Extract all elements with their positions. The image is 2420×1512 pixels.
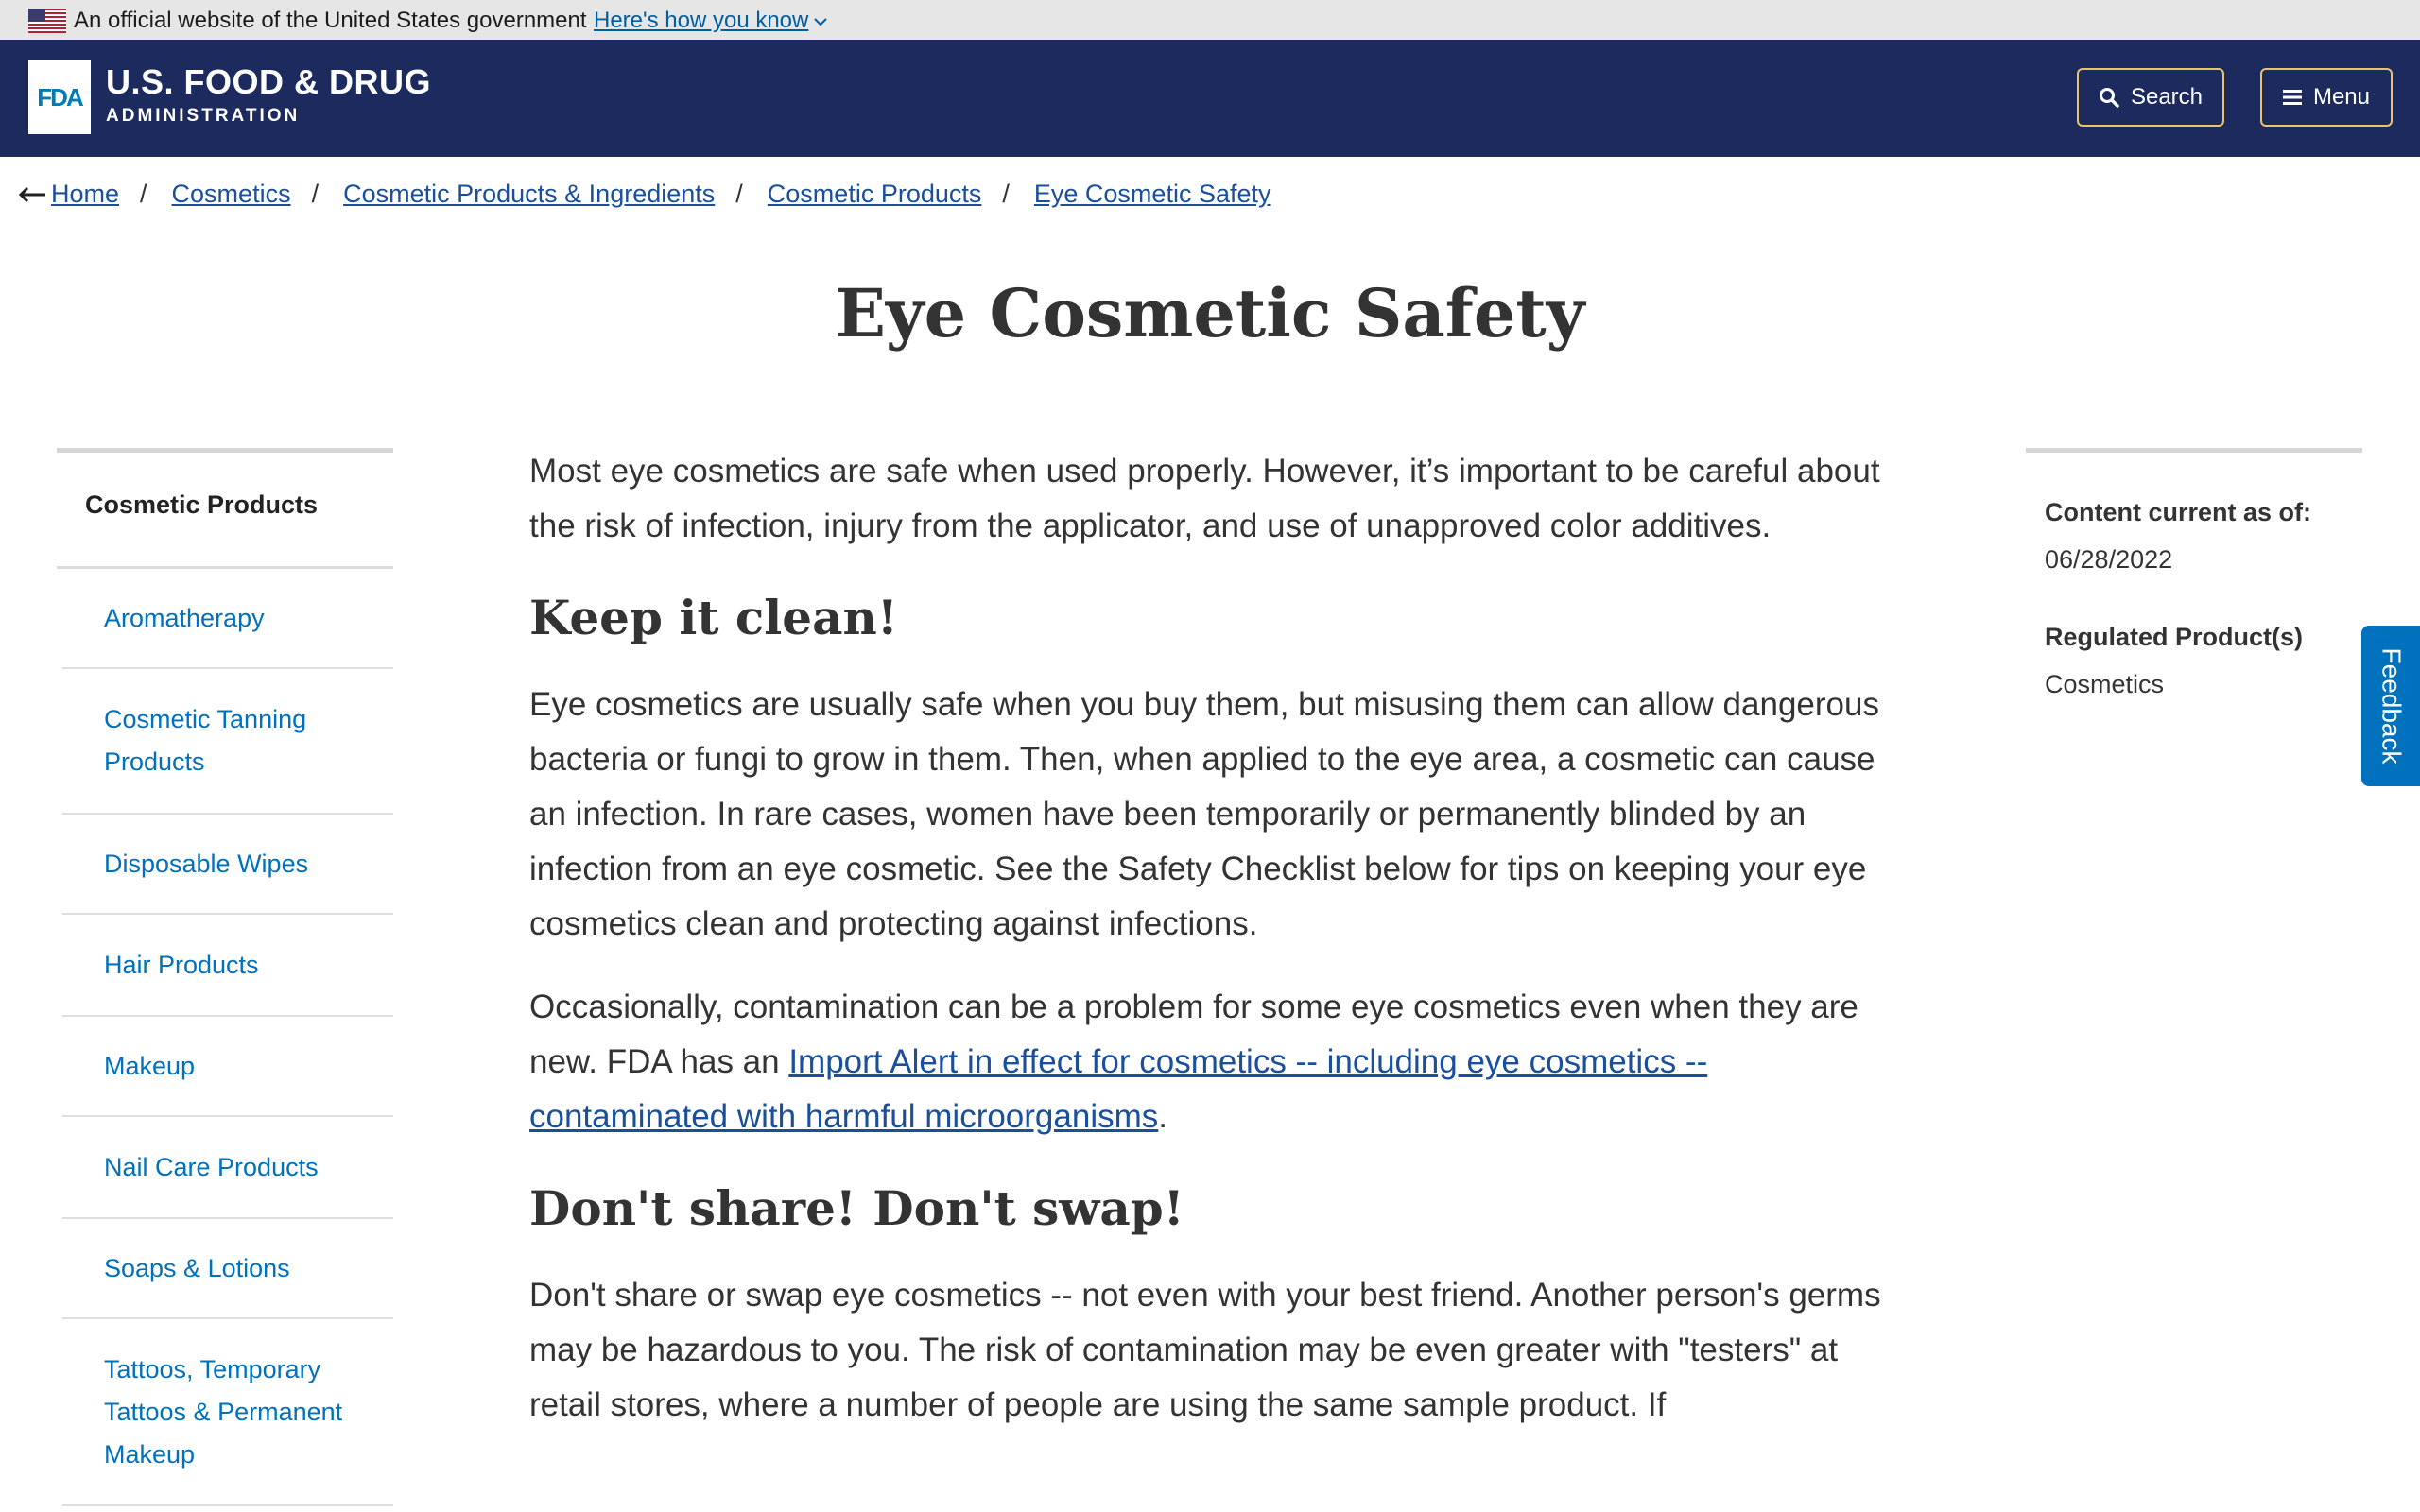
search-button-label: Search [2130, 84, 2204, 110]
keep-clean-paragraph: Eye cosmetics are usually safe when you buy them, but misusing them can allow dangerous bacteria or fungi to grow in them. Then, when applied to the eye area, a cosmetic can cause an infection. In rare cases, women have been temporarily or permanently blinded by an infection from an eye cosmetic. See the Safety Checklist below for tips on keeping your eye cosmetics clean and protecting against infections. [529, 686, 1879, 942]
search-icon [2099, 87, 2119, 108]
breadcrumb-separator: / [1002, 180, 1010, 208]
feedback-label: Feedback [2377, 647, 2406, 765]
main-content [529, 444, 1900, 1433]
content-meta [2026, 448, 2362, 698]
fda-logo[interactable] [28, 60, 91, 134]
site-header [0, 40, 2420, 157]
logo-title[interactable]: U.S. FOOD & DRUG [106, 62, 432, 101]
hamburger-icon [2283, 89, 2302, 106]
fda-logo-mark: FDA [37, 82, 82, 112]
chevron-down-icon [814, 17, 827, 26]
breadcrumb-eye-cosmetic-safety[interactable]: Eye Cosmetic Safety [1033, 180, 1271, 208]
us-flag-icon [28, 9, 66, 33]
menu-button[interactable] [2260, 68, 2393, 127]
sidebar-item-disposable-wipes[interactable]: Disposable Wipes [62, 815, 393, 915]
sidebar-item-cosmetic-tanning-products[interactable]: Cosmetic Tanning Products [62, 669, 393, 815]
regulated-products-label: Regulated Product(s) [2045, 623, 2304, 651]
regulated-products-value: Cosmetics [2045, 670, 2165, 698]
gov-banner [0, 0, 2420, 40]
section-heading-dont-share: Don't share! Don't swap! [529, 1180, 1184, 1236]
intro-paragraph: Most eye cosmetics are safe when used properly. However, it’s important to be careful about the risk of infection, injury from the applicator, and use of unapproved color additives. [529, 453, 1880, 544]
sidebar-item-soaps-lotions[interactable]: Soaps & Lotions [62, 1219, 393, 1319]
breadcrumb-cosmetic-products[interactable]: Cosmetic Products [767, 180, 982, 208]
breadcrumb-separator: / [311, 180, 320, 208]
feedback-tab[interactable] [2361, 626, 2420, 786]
breadcrumb-separator: / [735, 180, 743, 208]
search-button[interactable] [2077, 68, 2224, 127]
contamination-paragraph [529, 980, 1900, 1144]
back-arrow-icon [19, 185, 47, 204]
breadcrumb-separator: / [140, 180, 147, 208]
sidebar-item-aromatherapy[interactable]: Aromatherapy [62, 569, 393, 669]
breadcrumb [19, 180, 1270, 209]
breadcrumb-home[interactable]: Home [51, 180, 120, 208]
content-current-value: 06/28/2022 [2045, 545, 2173, 574]
sidebar-list [57, 569, 393, 1506]
sidebar-item-nail-care-products[interactable]: Nail Care Products [62, 1117, 393, 1219]
breadcrumb-cosmetic-products-ingredients[interactable]: Cosmetic Products & Ingredients [343, 180, 716, 208]
sidebar-item-makeup[interactable]: Makeup [62, 1017, 393, 1117]
gov-banner-text: An official website of the United States government [74, 8, 587, 33]
contamination-text-end: . [1158, 1098, 1167, 1135]
sidebar-item-tattoos[interactable]: Tattoos, Temporary Tattoos & Permanent Makeup [62, 1319, 393, 1506]
heres-how-you-know-label: Here's how you know [594, 8, 809, 33]
sidebar-nav [57, 448, 393, 1506]
sidebar-item-hair-products[interactable]: Hair Products [62, 915, 393, 1017]
content-current-label: Content current as of: [2045, 498, 2312, 526]
breadcrumb-cosmetics[interactable]: Cosmetics [171, 180, 291, 208]
page-title: Eye Cosmetic Safety [835, 274, 1585, 352]
heres-how-you-know-link[interactable] [594, 8, 827, 34]
dont-share-paragraph: Don't share or swap eye cosmetics -- not even with your best friend. Another person's germs may be hazardous to you. The risk of contamination may be even greater with "testers" at retail stores, where a number of people are using the same sample product. If [529, 1277, 1881, 1423]
sidebar-heading[interactable]: Cosmetic Products [57, 453, 393, 569]
section-heading-keep-it-clean: Keep it clean! [529, 590, 898, 645]
menu-button-label: Menu [2312, 84, 2371, 110]
logo-subtitle: ADMINISTRATION [106, 106, 301, 126]
contamination-text: Occasionally, contamination can be a problem for some eye cosmetics even when they are new. FDA has an [529, 988, 1858, 1080]
import-alert-link[interactable]: Import Alert in effect for cosmetics -- including eye cosmetics -- contaminated with harmful microorganisms [529, 1043, 1708, 1135]
